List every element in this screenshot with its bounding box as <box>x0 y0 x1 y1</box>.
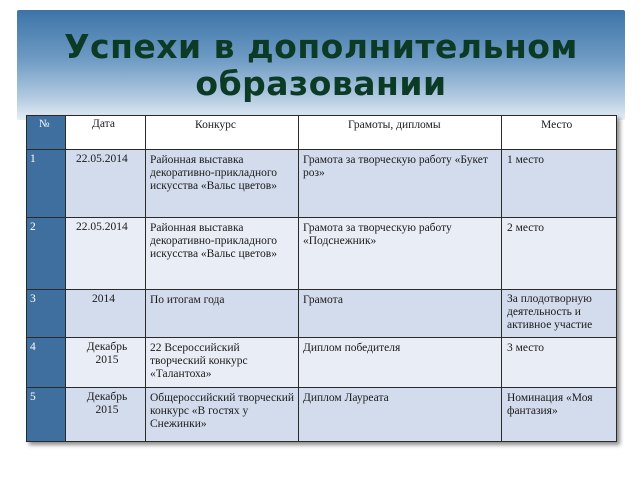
header-place: Место <box>541 119 573 131</box>
achievements-table <box>26 115 617 442</box>
row-number: 3 <box>30 293 36 305</box>
row-date: Декабрь 2015 <box>86 391 128 416</box>
row-contest: По итогам года <box>150 294 225 306</box>
row-contest: Общероссийский творческий конкурс «В гостях у Снежинки» <box>150 392 295 430</box>
row-award: Грамота за творческую работу «Букет роз» <box>303 154 488 179</box>
row-date: Декабрь 2015 <box>86 341 128 366</box>
row-place: 3 место <box>507 342 545 354</box>
row-date: 2014 <box>92 293 115 305</box>
row-number: 5 <box>30 391 36 403</box>
row-contest: Районная выставка декоративно-прикладного искусства «Вальс цветов» <box>150 154 278 192</box>
table-row <box>27 218 617 290</box>
row-number: 2 <box>30 221 36 233</box>
row-place: Номинация «Моя фантазия» <box>507 392 593 417</box>
row-date: 22.05.2014 <box>76 153 128 165</box>
header-awards: Грамоты, дипломы <box>348 119 441 131</box>
row-number: 4 <box>30 341 36 353</box>
row-place: За плодотворную деятельность и активное участие <box>507 293 593 331</box>
row-date: 22.05.2014 <box>76 221 128 233</box>
table-row <box>27 338 617 388</box>
slide-title: Успехи в дополнительном образовании <box>64 27 578 103</box>
row-award: Грамота за творческую работу «Подснежник» <box>303 222 452 247</box>
row-award: Диплом победителя <box>303 342 401 354</box>
row-place: 1 место <box>507 154 545 166</box>
table-header-row <box>27 116 617 150</box>
row-place: 2 место <box>507 222 545 234</box>
header-number: № <box>39 118 50 130</box>
achievements-table-wrap <box>26 115 617 442</box>
row-award: Диплом Лауреата <box>303 392 389 404</box>
header-date: Дата <box>92 118 115 130</box>
row-award: Грамота <box>303 294 343 306</box>
row-contest: 22 Всероссийский творческий конкурс «Талантоха» <box>150 342 248 380</box>
table-row <box>27 150 617 218</box>
row-contest: Районная выставка декоративно-прикладного искусства «Вальс цветов» <box>150 222 278 260</box>
table-row <box>27 290 617 338</box>
header-contest: Конкурс <box>195 119 237 131</box>
row-number: 1 <box>30 153 36 165</box>
table-row <box>27 388 617 442</box>
